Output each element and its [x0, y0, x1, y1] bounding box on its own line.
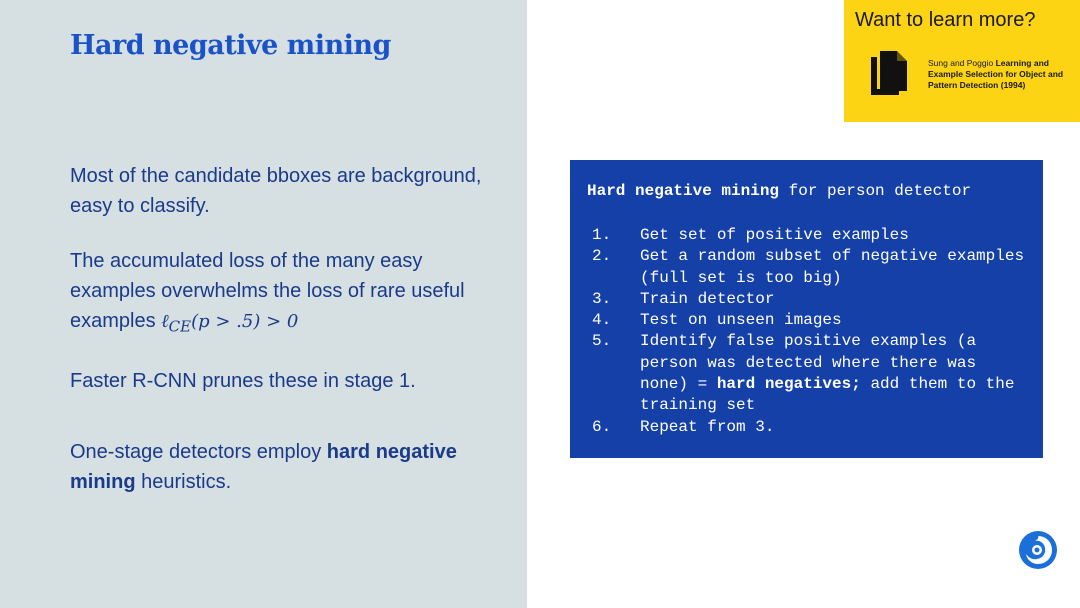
paragraph-accumulated-loss: [70, 246, 490, 342]
step-number: 4.: [592, 311, 612, 330]
code-box-title: [587, 182, 971, 200]
formula-rest: (p > .5) > 0: [191, 311, 299, 332]
step-text-pre: Identify false positive examples (a person was detected where there was none) =: [640, 332, 977, 394]
heuristics-text: heuristics.: [135, 471, 232, 493]
list-item: [592, 225, 1032, 246]
slide-title: Hard negative mining: [70, 30, 391, 61]
code-title-bold: Hard negative mining: [587, 182, 780, 200]
step-text: [640, 331, 1032, 416]
list-item: [592, 331, 1032, 416]
document-icon: [871, 51, 907, 95]
step-number: 5.: [592, 332, 612, 351]
reference-text: [928, 58, 1068, 91]
step-number: 2.: [592, 247, 612, 266]
paragraph-faster-rcnn: Faster R-CNN prunes these in stage 1.: [70, 370, 416, 392]
steps-list: [592, 225, 1032, 438]
step-text: Test on unseen images: [640, 311, 842, 330]
list-item: [592, 417, 1032, 438]
list-item: [592, 289, 1032, 310]
loss-formula: [161, 311, 299, 336]
hard-negatives-emphasis: hard negatives;: [716, 375, 861, 394]
formula-ell: ℓ: [161, 311, 169, 332]
step-number: 1.: [592, 226, 612, 244]
step-text: Get a random subset of negative examples (full set is too big): [640, 247, 1025, 287]
step-text: Repeat from 3.: [640, 417, 775, 436]
list-item: [592, 310, 1032, 331]
reference-title: Learning and Example Selection for Object and Pattern Detection (1994): [928, 58, 1064, 90]
step-text: Train detector: [640, 289, 775, 308]
learn-more-box: [844, 0, 1080, 122]
reference-authors: Sung and Poggio: [928, 58, 996, 68]
learn-more-title: Want to learn more?: [855, 9, 1036, 31]
formula-sub: CE: [168, 317, 192, 336]
deepmind-logo-icon: [1018, 530, 1058, 570]
step-text: Get set of positive examples: [640, 226, 909, 244]
step-number: 6.: [592, 417, 612, 436]
one-stage-text: One-stage detectors employ: [70, 441, 327, 463]
list-item: [592, 246, 1032, 289]
hard-negative-mining-emphasis: hard negative mining: [70, 441, 457, 493]
accumulated-loss-text: The accumulated loss of the many easy examples overwhelms the loss of rare useful examples: [70, 250, 465, 332]
step-number: 3.: [592, 289, 612, 308]
code-title-rest: for person detector: [779, 182, 972, 200]
paragraph-background: Most of the candidate bboxes are background, easy to classify.: [70, 165, 482, 217]
paragraph-one-stage: [70, 437, 490, 497]
code-box: [570, 160, 1043, 458]
step-text-post: add them to the training set: [640, 375, 1015, 415]
